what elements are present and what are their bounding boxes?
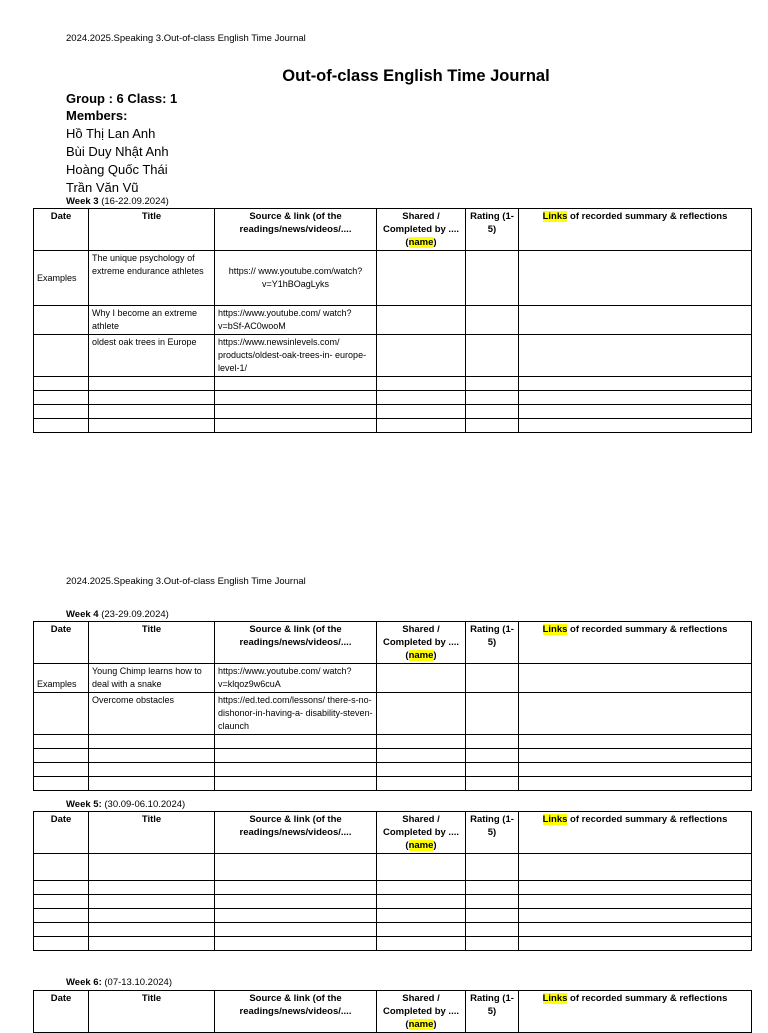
cell-title: Why I become an extreme athlete: [89, 306, 215, 335]
col-links-text: of recorded summary & reflections: [567, 814, 728, 825]
table-header-row: [34, 991, 752, 1033]
week-label: [66, 196, 169, 207]
cell-rating: [466, 335, 519, 377]
journal-table-week-6: [33, 990, 752, 1033]
journal-table-week-5: [33, 811, 752, 951]
col-shared-text: Shared / Completed by ....: [382, 211, 459, 235]
col-title: Title: [89, 991, 215, 1033]
col-shared: Shared / Completed by .... (name): [377, 622, 466, 664]
cell-title: oldest oak trees in Europe: [89, 335, 215, 377]
cell-source: https://www.newsinlevels.com/ products/oldest-oak-trees-in- europe-level-1/: [215, 335, 377, 377]
journal-table-week-4: [33, 621, 752, 791]
week-number: Week 3: [66, 196, 99, 207]
page-header: 2024.2025.Speaking 3.Out-of-class English Time Journal: [66, 33, 306, 44]
table-header-row: [34, 812, 752, 854]
cell-date: Examples: [34, 664, 89, 693]
table-row: [34, 937, 752, 951]
member-name: Trần Văn Vũ: [66, 180, 139, 195]
col-shared-name: name: [408, 840, 434, 851]
col-rating: Rating (1-5): [466, 812, 519, 854]
journal-table-week-3: [33, 208, 752, 433]
page-header: 2024.2025.Speaking 3.Out-of-class English Time Journal: [66, 576, 306, 587]
col-date: Date: [34, 991, 89, 1033]
col-shared: Shared / Completed by .... (name): [377, 991, 466, 1033]
col-shared-text: Shared / Completed by ....: [382, 814, 459, 838]
cell-date: [34, 693, 89, 735]
col-title: Title: [89, 622, 215, 664]
table-row: [34, 335, 752, 377]
col-shared-name: name: [408, 237, 434, 248]
member-name: Bùi Duy Nhật Anh: [66, 144, 169, 159]
col-rating: Rating (1-5): [466, 991, 519, 1033]
col-links: [519, 991, 752, 1033]
col-links-text: of recorded summary & reflections: [567, 211, 728, 222]
col-links-highlight: Links: [542, 993, 568, 1004]
cell-date: Examples: [34, 251, 89, 306]
week-range: (30.09-06.10.2024): [104, 799, 186, 810]
table-row: [34, 735, 752, 749]
member-name: Hoàng Quốc Thái: [66, 162, 168, 177]
cell-source: https:// www.youtube.com/watch? v=Y1hBOagLyks: [215, 251, 377, 306]
col-links-highlight: Links: [542, 814, 568, 825]
col-links-text: of recorded summary & reflections: [567, 993, 728, 1004]
week-number: Week 4: [66, 609, 99, 620]
table-row: [34, 377, 752, 391]
col-source: Source & link (of the readings/news/videos/....: [215, 622, 377, 664]
table-row: [34, 749, 752, 763]
cell-shared: [377, 335, 466, 377]
page-title: Out-of-class English Time Journal: [282, 67, 550, 85]
week-range: (07-13.10.2024): [104, 977, 172, 988]
cell-rating: [466, 306, 519, 335]
col-shared: Shared / Completed by .... (name): [377, 209, 466, 251]
cell-rating: [466, 693, 519, 735]
table-row: [34, 895, 752, 909]
cell-title: Young Chimp learns how to deal with a snake: [89, 664, 215, 693]
col-source: Source & link (of the readings/news/videos/....: [215, 991, 377, 1033]
col-rating: Rating (1-5): [466, 622, 519, 664]
table-row: [34, 391, 752, 405]
week-range: (23-29.09.2024): [101, 609, 169, 620]
table-row: [34, 854, 752, 881]
cell-title: Overcome obstacles: [89, 693, 215, 735]
week-number: Week 5:: [66, 799, 102, 810]
table-header-row: [34, 622, 752, 664]
table-row: [34, 923, 752, 937]
table-row: [34, 909, 752, 923]
cell-date: [34, 306, 89, 335]
cell-source: https://www.youtube.com/ watch?v=klqoz9w6cuA: [215, 664, 377, 693]
col-rating: Rating (1-5): [466, 209, 519, 251]
cell-links: [519, 335, 752, 377]
cell-date: [34, 335, 89, 377]
week-label: [66, 977, 172, 988]
table-row: [34, 419, 752, 433]
cell-shared: [377, 306, 466, 335]
col-title: Title: [89, 209, 215, 251]
col-links-highlight: Links: [542, 211, 568, 222]
week-label: [66, 799, 185, 810]
cell-source: https://www.youtube.com/ watch?v=bSf-AC0wooM: [215, 306, 377, 335]
table-row: [34, 693, 752, 735]
cell-links: [519, 664, 752, 693]
table-row: [34, 763, 752, 777]
cell-links: [519, 306, 752, 335]
col-links: [519, 812, 752, 854]
col-shared-text: Shared / Completed by ....: [382, 624, 459, 648]
table-row: [34, 664, 752, 693]
cell-shared: [377, 664, 466, 693]
col-source: Source & link (of the readings/news/videos/....: [215, 812, 377, 854]
col-date: Date: [34, 209, 89, 251]
week-range: (16-22.09.2024): [101, 196, 169, 207]
col-shared: Shared / Completed by .... (name): [377, 812, 466, 854]
cell-title: The unique psychology of extreme endurance athletes: [89, 251, 215, 306]
col-source: Source & link (of the readings/news/videos/....: [215, 209, 377, 251]
col-date: Date: [34, 812, 89, 854]
table-header-row: [34, 209, 752, 251]
col-links-text: of recorded summary & reflections: [567, 624, 728, 635]
table-row: [34, 251, 752, 306]
col-links-highlight: Links: [542, 624, 568, 635]
table-row: [34, 405, 752, 419]
cell-rating: [466, 664, 519, 693]
week-label: [66, 609, 169, 620]
col-date: Date: [34, 622, 89, 664]
table-row: [34, 306, 752, 335]
col-title: Title: [89, 812, 215, 854]
col-shared-name: name: [408, 650, 434, 661]
col-links: [519, 622, 752, 664]
col-shared-name: name: [408, 1019, 434, 1030]
member-name: Hồ Thị Lan Anh: [66, 126, 156, 141]
cell-links: [519, 693, 752, 735]
group-class-line: Group : 6 Class: 1: [66, 91, 178, 106]
cell-source: https://ed.ted.com/lessons/ there-s-no-dishonor-in-having-a- disability-steven-claunch: [215, 693, 377, 735]
col-shared-text: Shared / Completed by ....: [382, 993, 459, 1017]
cell-rating: [466, 251, 519, 306]
members-label: Members:: [66, 108, 128, 123]
cell-shared: [377, 251, 466, 306]
table-row: [34, 881, 752, 895]
week-number: Week 6:: [66, 977, 102, 988]
cell-shared: [377, 693, 466, 735]
cell-links: [519, 251, 752, 306]
col-links: [519, 209, 752, 251]
table-row: [34, 777, 752, 791]
